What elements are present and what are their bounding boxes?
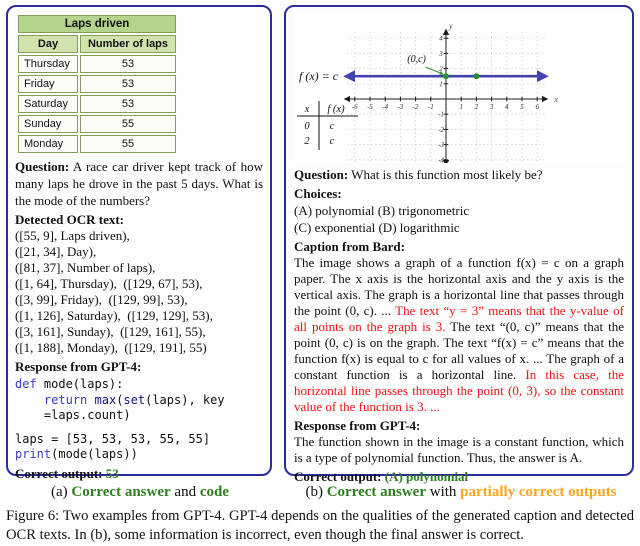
mini-table-x-value: 2 [304, 136, 310, 147]
data-point [473, 73, 479, 79]
gpt4-code-block [15, 377, 263, 463]
mini-table-col2: f (x) [327, 104, 345, 115]
question-label-b: Question: [294, 167, 349, 182]
table-row: Saturday 53 [18, 95, 176, 113]
subcap-a-prefix: (a) [50, 484, 72, 500]
text-segment: The image shows a graph of a function f(x) = c on a graph paper. The x axis is the horizontal axis and the y axis is the vertical axis. The graph is a horizontal line that passes through the point (0, c). ... [294, 255, 624, 318]
code-line [15, 424, 263, 432]
x-tick-label: -1 [427, 103, 434, 111]
code-line: print(mode(laps)) [15, 447, 138, 461]
panel-b-example [284, 5, 634, 484]
correct-output-a [15, 465, 263, 482]
x-tick-label: -3 [397, 103, 404, 111]
constant-function-plot [294, 11, 628, 163]
mini-table-col1: x [304, 104, 310, 115]
x-tick-label: 5 [520, 103, 524, 111]
ocr-text-block [15, 228, 263, 356]
x-tick-label: -6 [351, 103, 358, 111]
subcaption-b [282, 482, 640, 502]
y-tick-label: 4 [439, 34, 443, 43]
x-tick-label: 1 [459, 103, 463, 111]
gpt4-response-text: The function shown in the image is a constant function, which is a type of polynomial function. Thus, the answer is A. [294, 434, 624, 465]
y-tick-label: 1 [439, 80, 443, 89]
response-heading-a: Response from GPT-4: [15, 359, 142, 374]
table-row: Friday 53 [18, 75, 176, 93]
ocr-line: ([1, 188], Monday), ([129, 191], 55) [15, 340, 207, 355]
text-segment: The text “y = 3” means that the y-value of all points on the graph is 3. [294, 303, 624, 334]
code-line: return max(set(laps), key [43, 392, 225, 407]
ocr-line: ([3, 161], Sunday), ([129, 161], 55), [15, 324, 206, 339]
question-label: Question: [15, 159, 70, 174]
ocr-line: ([55, 9], Laps driven), [15, 228, 130, 243]
laps-table [16, 13, 178, 155]
code-line: def mode(laps): [15, 377, 124, 391]
ocr-line: ([1, 126], Saturday), ([129, 129], 53), [15, 308, 213, 323]
laps-table-title-row [18, 15, 176, 33]
ocr-line: ([3, 99], Friday), ([129, 99], 53), [15, 292, 188, 307]
mini-table-x-value: 0 [304, 121, 310, 132]
subcap-b-partially-correct: partially correct outputs [460, 484, 617, 500]
y-tick-label: 3 [439, 49, 443, 58]
question-text: A race car driver kept track of how many laps he drove in the past 5 days. What is the mode of the numbers? [15, 159, 263, 208]
question-text-b: What is this function most likely be? [348, 167, 543, 182]
code-line: laps = [53, 53, 53, 55, 55] [15, 431, 211, 446]
x-axis-label: x [554, 95, 558, 104]
table-row: Thursday 53 [18, 55, 176, 73]
subcap-b-correct-answer: Correct answer [326, 484, 426, 500]
y-tick-label: -4 [438, 156, 444, 163]
y-tick-label: 2 [439, 65, 443, 74]
subcap-a-code: code [199, 484, 229, 500]
y-axis-label: y [449, 21, 453, 31]
point-label: (0,c) [407, 53, 426, 65]
code-line: =laps.count) [15, 408, 131, 422]
ocr-line: ([81, 37], Number of laps), [15, 260, 156, 275]
laps-table-header-row [18, 35, 176, 53]
ocr-heading: Detected OCR text: [15, 212, 125, 227]
choices-heading: Choices: [294, 186, 342, 201]
table-header-cell: Number of laps [80, 35, 176, 53]
subcap-a-correct-answer: Correct answer [71, 484, 171, 500]
mini-table-fx-value: c [329, 136, 335, 147]
laps-table-title: Laps driven [18, 15, 176, 33]
x-tick-label: 2 [474, 103, 479, 111]
mini-table-fx-value: c [329, 121, 335, 132]
question-paragraph [15, 158, 263, 209]
table-row: Sunday 55 [18, 115, 176, 133]
ocr-line: ([1, 64], Thursday), ([129, 67], 53), [15, 276, 203, 291]
x-tick-label: -5 [367, 103, 373, 111]
y-tick-label: -2 [438, 125, 444, 134]
correct-output-value-b: (A) polynomial [384, 469, 469, 484]
text-segment: The text “(0, c)” means that the point (0, c) is on the graph. The text “f(x) = c” means that the function f(x) is equal to c for all values of x. ... The graph of a constant function is a horizontal line. [294, 319, 624, 382]
y-tick-label: -1 [438, 110, 444, 119]
subcap-b-with: with [425, 484, 461, 500]
correct-output-label-b: Correct output: [294, 469, 382, 484]
x-tick-label: -4 [382, 103, 389, 111]
question-paragraph-b [294, 166, 624, 183]
panel-a-example [6, 5, 272, 481]
subcap-a-and: and [170, 484, 200, 500]
ocr-line: ([21, 34], Day), [15, 244, 97, 259]
subcap-b-prefix: (b) [305, 484, 327, 500]
x-tick-label: 6 [535, 103, 539, 111]
table-header-cell: Day [18, 35, 78, 53]
bard-caption-text [294, 255, 624, 415]
response-heading-b: Response from GPT-4: [294, 418, 421, 433]
x-tick-label: 3 [489, 103, 494, 111]
correct-output-label-a: Correct output: [15, 465, 103, 481]
x-tick-label: -2 [412, 103, 419, 111]
text-segment: In this case, the horizontal line passes through the point (0, 3), so the constant value of the function is 3. ... [294, 367, 624, 414]
figure-caption: Figure 6: Two examples from GPT-4. GPT-4 depends on the qualities of the generated caption and detected OCR texts. In (b), some information is incorrect, even though the final answer is correct. [6, 508, 634, 543]
table-row: Monday 55 [18, 135, 176, 153]
x-tick-label: 4 [505, 103, 509, 111]
subcaption-a [0, 482, 280, 502]
function-label: f (x) = c [299, 69, 339, 84]
function-graph [294, 11, 628, 163]
correct-output-value-a: 53 [105, 465, 119, 481]
data-point [443, 73, 449, 79]
bard-caption-heading: Caption from Bard: [294, 239, 405, 254]
y-tick-label: -3 [438, 141, 444, 150]
choices-line-1: (A) polynomial (B) trigonometric [294, 203, 470, 218]
choices-line-2: (C) exponential (D) logarithmic [294, 220, 460, 235]
laps-table-body [18, 55, 176, 153]
